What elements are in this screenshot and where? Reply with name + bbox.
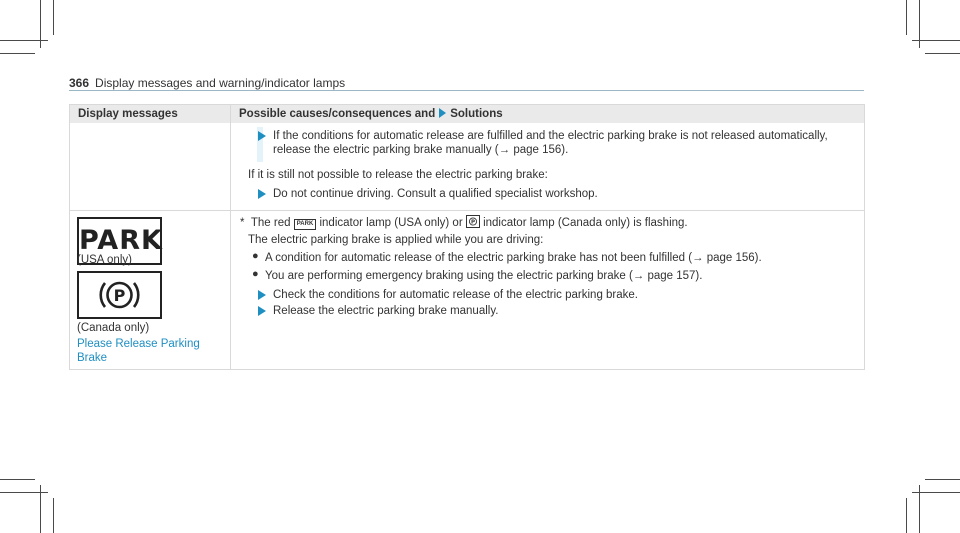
step-text: Check the conditions for automatic release of the electric parking brake. xyxy=(273,289,638,301)
crop-mark xyxy=(925,479,960,480)
bullet-icon: ● xyxy=(252,250,259,262)
crop-mark xyxy=(53,498,54,533)
usa-only-label: (USA only) xyxy=(77,254,132,266)
column-header-solutions-text: Solutions xyxy=(450,108,503,120)
park-mini-icon: PARK xyxy=(294,219,317,230)
crop-mark xyxy=(53,0,54,35)
crop-mark xyxy=(0,40,48,41)
column-header-causes-text: Possible causes/consequences and xyxy=(239,108,436,120)
bullet-text: You are performing emergency braking using the electric parking brake (→ page 157). xyxy=(265,270,703,282)
cause-text: * The red PARK indicator lamp (USA only) or P indicator lamp (Canada only) is flashing. xyxy=(240,217,688,229)
step-arrow-icon xyxy=(258,131,266,141)
page-number: 366 xyxy=(69,76,90,90)
display-message-text: Brake xyxy=(77,352,108,364)
parking-brake-symbol-icon xyxy=(79,273,160,317)
display-message-text: Please Release Parking xyxy=(77,338,200,350)
bullet-text: A condition for automatic release of the electric parking brake has not been fulfilled (→ page 156). xyxy=(265,252,762,264)
step-text: Release the electric parking brake manually. xyxy=(273,305,499,317)
step-arrow-icon xyxy=(258,290,266,300)
step-arrow-icon xyxy=(258,189,266,199)
crop-mark xyxy=(906,498,907,533)
step-text: release the electric parking brake manually (→ page 156). xyxy=(273,144,569,156)
note-text: If it is still not possible to release the electric parking brake: xyxy=(248,169,548,181)
crop-mark xyxy=(0,53,35,54)
header-rule xyxy=(69,90,864,91)
column-divider xyxy=(230,105,231,369)
page-header xyxy=(69,76,345,90)
svg-text:P: P xyxy=(113,286,126,305)
row-divider xyxy=(70,210,864,211)
arrow-right-icon xyxy=(439,108,446,118)
parking-brake-indicator-icon xyxy=(77,271,162,319)
parking-brake-mini-icon xyxy=(466,215,480,228)
canada-only-label: (Canada only) xyxy=(77,322,150,334)
column-header-display-messages: Display messages xyxy=(70,105,230,123)
display-messages-table xyxy=(69,104,865,370)
step-arrow-icon xyxy=(258,306,266,316)
page-title: Display messages and warning/indicator lamps xyxy=(95,76,346,90)
column-header-causes-solutions xyxy=(231,105,864,123)
crop-mark xyxy=(0,492,48,493)
crop-mark xyxy=(906,0,907,35)
crop-mark xyxy=(912,40,960,41)
svg-text:P: P xyxy=(470,219,475,226)
park-indicator-icon: PARK xyxy=(77,217,162,265)
crop-mark xyxy=(912,492,960,493)
explain-text: The electric parking brake is applied while you are driving: xyxy=(248,234,544,246)
footnote-star: * xyxy=(240,217,245,229)
bullet-icon: ● xyxy=(252,268,259,280)
crop-mark xyxy=(0,479,35,480)
crop-mark xyxy=(925,53,960,54)
step-text: If the conditions for automatic release are fulfilled and the electric parking brake is not released automatically, xyxy=(273,130,828,142)
step-text: Do not continue driving. Consult a qualified specialist workshop. xyxy=(273,188,598,200)
